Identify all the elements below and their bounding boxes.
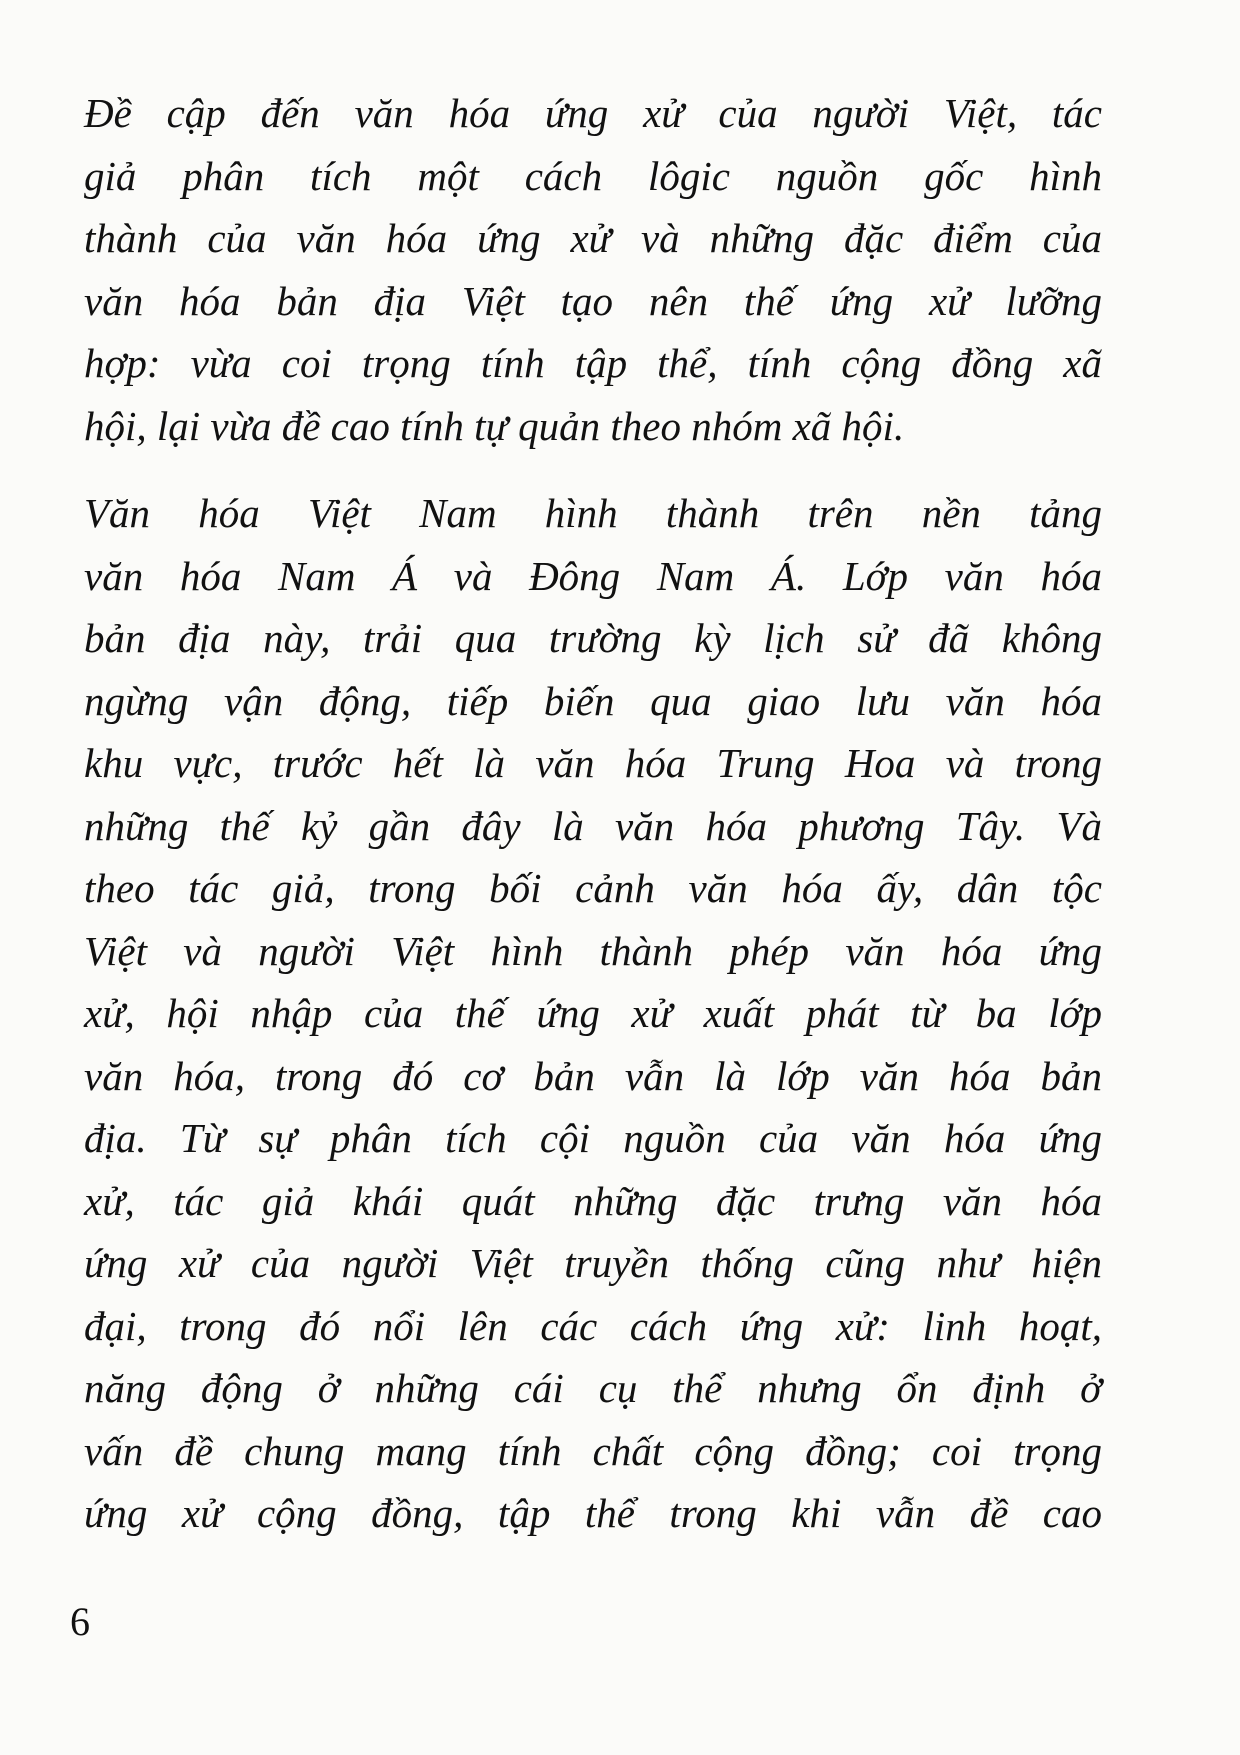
text-line: xử, tác giả khái quát những đặc trưng văn hóa — [84, 1177, 1102, 1224]
text-line: hợp: vừa coi trọng tính tập thể, tính cộng đồng xã — [84, 340, 1102, 386]
text-line: ứng xử của người Việt truyền thống cũng như hiện — [84, 1240, 1102, 1286]
paragraph-2 — [84, 482, 1102, 1545]
text-line: vấn đề chung mang tính chất cộng đồng; coi trọng — [84, 1427, 1102, 1474]
paragraph-1 — [84, 82, 1102, 457]
text-line: những thế kỷ gần đây là văn hóa phương Tây. Và — [84, 802, 1102, 849]
text-line: bản địa này, trải qua trường kỳ lịch sử đã không — [84, 615, 1102, 661]
text-line: xử, hội nhập của thế ứng xử xuất phát từ ba lớp — [84, 990, 1102, 1036]
text-line: năng động ở những cái cụ thể nhưng ổn định ở — [84, 1365, 1102, 1411]
text-line: ứng xử cộng đồng, tập thể trong khi vẫn đề cao — [84, 1490, 1102, 1536]
text-line: Việt và người Việt hình thành phép văn hóa ứng — [84, 927, 1102, 974]
text-line: khu vực, trước hết là văn hóa Trung Hoa và trong — [84, 740, 1102, 786]
text-line: Đề cập đến văn hóa ứng xử của người Việt, tác — [84, 90, 1102, 136]
text-line: địa. Từ sự phân tích cội nguồn của văn hóa ứng — [84, 1115, 1102, 1161]
text-line: Văn hóa Việt Nam hình thành trên nền tảng — [84, 490, 1102, 536]
text-line: giả phân tích một cách lôgic nguồn gốc hình — [84, 152, 1102, 199]
text-line: hội, lại vừa đề cao tính tự quản theo nhóm xã hội. — [84, 402, 905, 449]
text-line: ngừng vận động, tiếp biến qua giao lưu văn hóa — [84, 677, 1102, 724]
text-line: thành của văn hóa ứng xử và những đặc điểm của — [84, 215, 1102, 261]
text-line: văn hóa Nam Á và Đông Nam Á. Lớp văn hóa — [84, 552, 1102, 599]
text-line: theo tác giả, trong bối cảnh văn hóa ấy, dân tộc — [84, 865, 1102, 911]
text-line: văn hóa bản địa Việt tạo nên thế ứng xử lưỡng — [84, 277, 1102, 324]
page-number: 6 — [70, 1599, 90, 1644]
text-line: văn hóa, trong đó cơ bản vẫn là lớp văn hóa bản — [84, 1052, 1102, 1099]
text-line: đại, trong đó nổi lên các cách ứng xử: linh hoạt, — [84, 1302, 1102, 1349]
